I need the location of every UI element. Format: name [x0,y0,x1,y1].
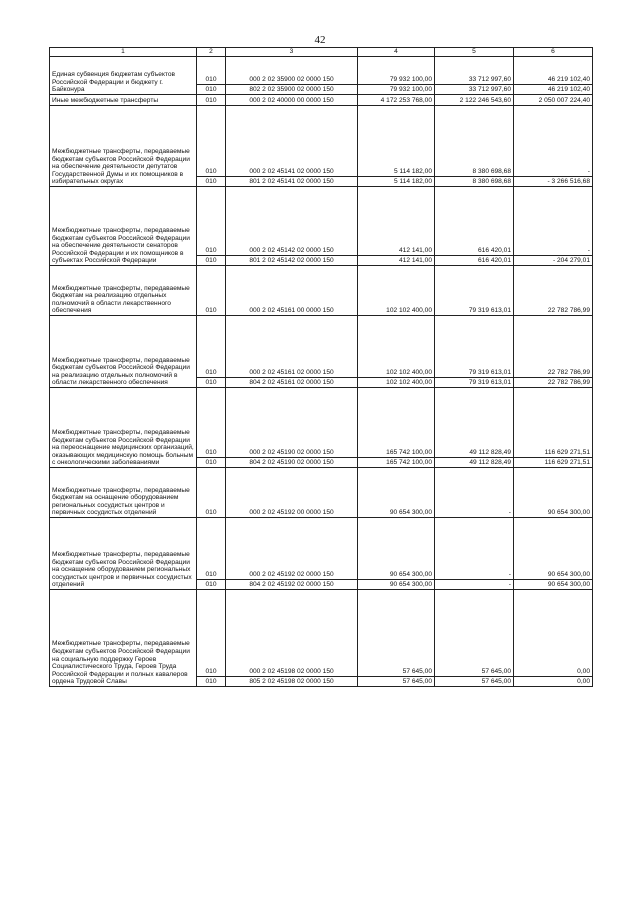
header-cell: 5 [435,48,514,57]
unexecuted-amount-cell: 116 629 271,51 [514,388,593,458]
executed-amount-cell: 33 712 997,60 [435,57,514,85]
line-code-cell: 010 [197,95,226,106]
line-code-cell: 010 [197,266,226,316]
table-row [50,468,593,518]
budget-classification-code-cell: 805 2 02 45198 02 0000 150 [226,677,358,687]
table-row [50,106,593,177]
unexecuted-amount-cell: 22 782 786,99 [514,316,593,378]
budget-classification-code-cell: 000 2 02 45161 02 0000 150 [226,316,358,378]
line-code-cell: 010 [197,518,226,580]
budget-report-table [49,47,593,687]
approved-amount-cell: 5 114 182,00 [358,177,435,187]
approved-amount-cell: 412 141,00 [358,256,435,266]
item-description-cell: Межбюджетные трансферты, передаваемые бюджетам на оснащение оборудованием региональных сосудистых центров и первичных сосудистых отделений [50,468,197,518]
table-row [50,187,593,256]
approved-amount-cell: 165 742 100,00 [358,388,435,458]
executed-amount-cell: 616 420,01 [435,256,514,266]
budget-classification-code-cell: 000 2 02 45192 00 0000 150 [226,468,358,518]
approved-amount-cell: 90 654 300,00 [358,580,435,590]
budget-classification-code-cell: 000 2 02 45142 02 0000 150 [226,187,358,256]
unexecuted-amount-cell: 22 782 786,99 [514,378,593,388]
table-row [50,316,593,378]
budget-classification-code-cell: 804 2 02 45190 02 0000 150 [226,458,358,468]
unexecuted-amount-cell: - 204 279,01 [514,256,593,266]
unexecuted-amount-cell: 0,00 [514,677,593,687]
line-code-cell: 010 [197,177,226,187]
line-code-cell: 010 [197,590,226,677]
unexecuted-amount-cell: - 3 266 516,68 [514,177,593,187]
executed-amount-cell: 8 380 698,68 [435,177,514,187]
page-number: 42 [314,34,326,46]
line-code-cell: 010 [197,580,226,590]
line-code-cell: 010 [197,677,226,687]
executed-amount-cell: 57 645,00 [435,590,514,677]
item-description-cell: Межбюджетные трансферты, передаваемые бюджетам на реализацию отдельных полномочий в области лекарственного обеспечения [50,266,197,316]
unexecuted-amount-cell: - [514,187,593,256]
approved-amount-cell: 4 172 253 768,00 [358,95,435,106]
unexecuted-amount-cell: 2 050 007 224,40 [514,95,593,106]
budget-classification-code-cell: 804 2 02 45192 02 0000 150 [226,580,358,590]
approved-amount-cell: 90 654 300,00 [358,518,435,580]
approved-amount-cell: 102 102 400,00 [358,378,435,388]
unexecuted-amount-cell: 90 654 300,00 [514,518,593,580]
item-description-cell: Межбюджетные трансферты, передаваемые бюджетам субъектов Российской Федерации на реализацию отдельных полномочий в области лекарственного обеспечения [50,316,197,388]
unexecuted-amount-cell: 46 219 102,40 [514,85,593,95]
unexecuted-amount-cell: 0,00 [514,590,593,677]
table-row [50,388,593,458]
approved-amount-cell: 90 654 300,00 [358,468,435,518]
line-code-cell: 010 [197,57,226,85]
executed-amount-cell: 33 712 997,60 [435,85,514,95]
item-description-cell: Межбюджетные трансферты, передаваемые бюджетам субъектов Российской Федерации на социальную поддержку Героев Социалистического Труда, Героев Труда Российской Федерации и полных кавалеров ордена Трудовой Славы [50,590,197,687]
header-cell: 4 [358,48,435,57]
budget-classification-code-cell: 000 2 02 45190 02 0000 150 [226,388,358,458]
table-row [50,57,593,85]
item-description-cell: Единая субвенция бюджетам субъектов Российской Федерации и бюджету г. Байконура [50,57,197,95]
approved-amount-cell: 102 102 400,00 [358,316,435,378]
budget-classification-code-cell: 000 2 02 40000 00 0000 150 [226,95,358,106]
approved-amount-cell: 79 932 100,00 [358,85,435,95]
line-code-cell: 010 [197,85,226,95]
header-cell: 3 [226,48,358,57]
header-cell: 2 [197,48,226,57]
approved-amount-cell: 102 102 400,00 [358,266,435,316]
header-cell: 1 [50,48,197,57]
budget-classification-code-cell: 801 2 02 45141 02 0000 150 [226,177,358,187]
unexecuted-amount-cell: - [514,106,593,177]
executed-amount-cell: 8 380 698,68 [435,106,514,177]
budget-classification-code-cell: 000 2 02 45161 00 0000 150 [226,266,358,316]
line-code-cell: 010 [197,187,226,256]
executed-amount-cell: - [435,580,514,590]
line-code-cell: 010 [197,316,226,378]
executed-amount-cell: 616 420,01 [435,187,514,256]
table-row [50,518,593,580]
approved-amount-cell: 79 932 100,00 [358,57,435,85]
unexecuted-amount-cell: 46 219 102,40 [514,57,593,85]
executed-amount-cell: 79 319 613,01 [435,378,514,388]
item-description-cell: Иные межбюджетные трансферты [50,95,197,106]
budget-classification-code-cell: 000 2 02 35900 02 0000 150 [226,57,358,85]
budget-classification-code-cell: 802 2 02 35900 02 0000 150 [226,85,358,95]
budget-classification-code-cell: 000 2 02 45198 02 0000 150 [226,590,358,677]
line-code-cell: 010 [197,256,226,266]
approved-amount-cell: 57 645,00 [358,590,435,677]
unexecuted-amount-cell: 90 654 300,00 [514,580,593,590]
line-code-cell: 010 [197,378,226,388]
line-code-cell: 010 [197,458,226,468]
approved-amount-cell: 57 645,00 [358,677,435,687]
executed-amount-cell: 79 319 613,01 [435,316,514,378]
budget-classification-code-cell: 000 2 02 45192 02 0000 150 [226,518,358,580]
executed-amount-cell: 2 122 246 543,60 [435,95,514,106]
executed-amount-cell: 79 319 613,01 [435,266,514,316]
executed-amount-cell: 57 645,00 [435,677,514,687]
table-row [50,590,593,677]
approved-amount-cell: 5 114 182,00 [358,106,435,177]
budget-classification-code-cell: 000 2 02 45141 02 0000 150 [226,106,358,177]
budget-table-body [50,57,593,687]
line-code-cell: 010 [197,468,226,518]
line-code-cell: 010 [197,388,226,458]
item-description-cell: Межбюджетные трансферты, передаваемые бюджетам субъектов Российской Федерации на переоснащение медицинских организаций, оказывающих медицинскую помощь больным с онкологическими заболеваниями [50,388,197,468]
header-cell: 6 [514,48,593,57]
approved-amount-cell: 412 141,00 [358,187,435,256]
approved-amount-cell: 165 742 100,00 [358,458,435,468]
table-row [50,266,593,316]
table-row [50,95,593,106]
item-description-cell: Межбюджетные трансферты, передаваемые бюджетам субъектов Российской Федерации на обеспечение деятельности сенаторов Российской Федерации и их помощников в субъектах Российской Федерации [50,187,197,266]
unexecuted-amount-cell: 22 782 786,99 [514,266,593,316]
column-number-header-row [50,48,593,57]
item-description-cell: Межбюджетные трансферты, передаваемые бюджетам субъектов Российской Федерации на обеспечение деятельности депутатов Государственной Думы и их помощников в избирательных округах [50,106,197,187]
unexecuted-amount-cell: 116 629 271,51 [514,458,593,468]
executed-amount-cell: 49 112 828,49 [435,388,514,458]
item-description-cell: Межбюджетные трансферты, передаваемые бюджетам субъектов Российской Федерации на оснащение оборудованием региональных сосудистых центров и первичных сосудистых отделений [50,518,197,590]
budget-classification-code-cell: 804 2 02 45161 02 0000 150 [226,378,358,388]
budget-classification-code-cell: 801 2 02 45142 02 0000 150 [226,256,358,266]
executed-amount-cell: 49 112 828,49 [435,458,514,468]
executed-amount-cell: - [435,468,514,518]
executed-amount-cell: - [435,518,514,580]
unexecuted-amount-cell: 90 654 300,00 [514,468,593,518]
line-code-cell: 010 [197,106,226,177]
